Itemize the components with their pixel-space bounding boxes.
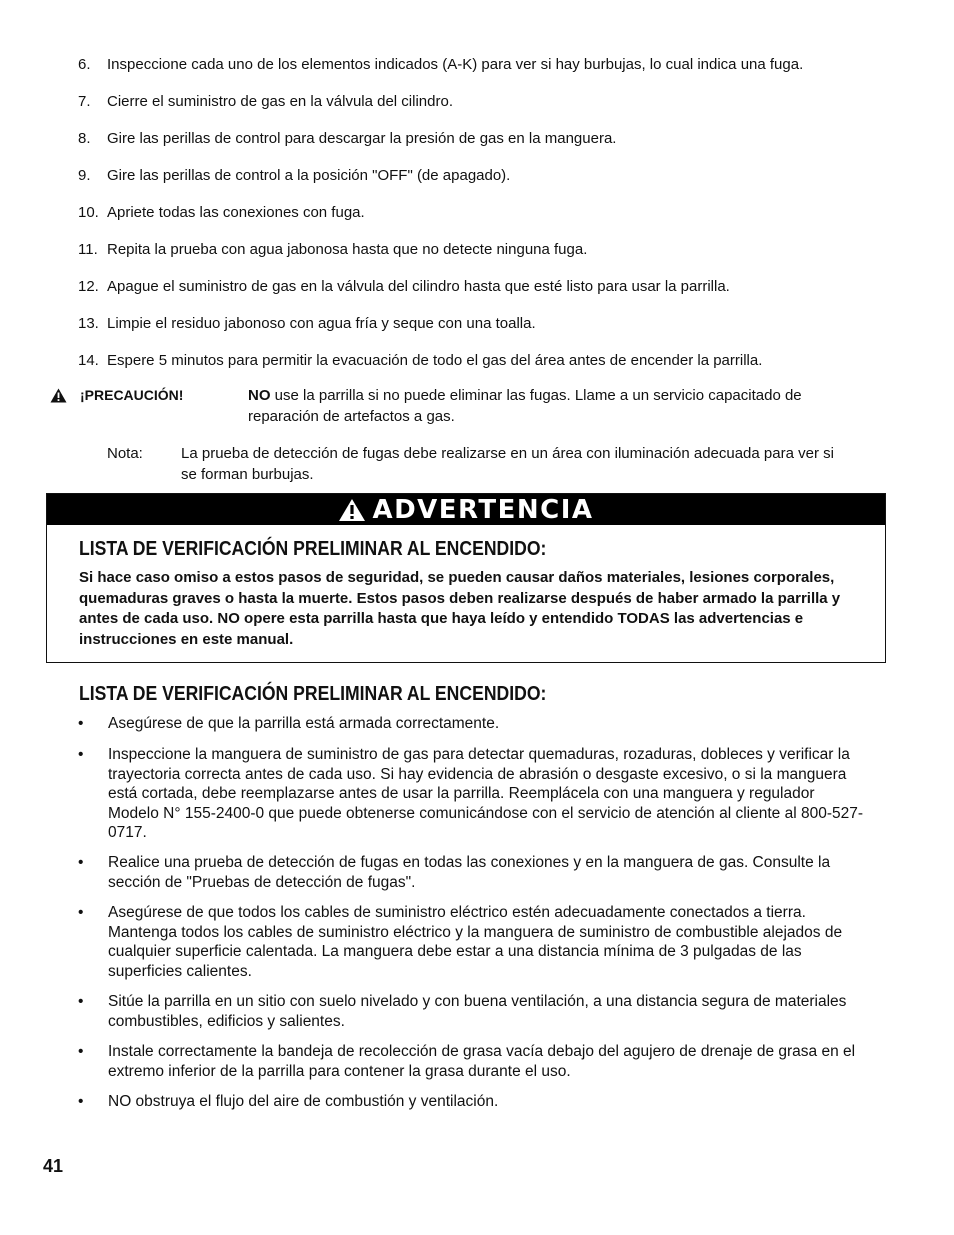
warning-body: Si hace caso omiso a estos pasos de seguridad, se pueden causar daños materiales, lesiones corporales, quemaduras graves o hasta la muerte. Estos pasos deben realizarse después de haber armado la parrilla y antes de cada uso. NO opere esta parrilla hasta que haya leído y entendido TODAS las advertencias e instrucciones en este manual. xyxy=(79,569,841,648)
step-item xyxy=(78,351,878,370)
checklist-item-text: NO obstruya el flujo del aire de combustión y ventilación. xyxy=(108,1093,499,1110)
checklist-item-text: Asegúrese de que todos los cables de suministro eléctrico estén adecuadamente conectados a tierra. Mantenga todos los cables de suministro eléctrico y la manguera de suministro de combustible alejados de cualquier superficie calentada. La manguera debe estar a una distancia mínima de 3 pulgadas de las superficies calientes. xyxy=(108,904,843,980)
step-item xyxy=(78,166,878,185)
bullet-icon: • xyxy=(78,904,84,921)
note-label: Nota: xyxy=(107,445,143,462)
step-item xyxy=(78,277,878,296)
bullet-icon: • xyxy=(78,1043,84,1060)
checklist-item-text: Instale correctamente la bandeja de recolección de grasa vacía debajo del agujero de drenaje de grasa en el extremo inferior de la parrilla para contener la grasa durante el uso. xyxy=(108,1043,856,1080)
checklist-item-text: Sitúe la parrilla en un sitio con suelo nivelado y con buena ventilación, a una distancia segura de materiales combustibles, edificios y salientes. xyxy=(108,993,847,1030)
step-item xyxy=(78,55,878,74)
step-text: Limpie el residuo jabonoso con agua fría y seque con una toalla. xyxy=(107,315,536,332)
step-number: 12. xyxy=(78,278,99,295)
step-number: 9. xyxy=(78,167,91,184)
warning-triangle-icon xyxy=(50,388,67,403)
checklist-item-text: Asegúrese de que la parrilla está armada correctamente. xyxy=(108,715,500,732)
checklist-heading: LISTA DE VERIFICACIÓN PRELIMINAR AL ENCENDIDO: xyxy=(79,683,547,705)
step-text: Espere 5 minutos para permitir la evacuación de todo el gas del área antes de encender la parrilla. xyxy=(107,352,763,369)
warning-heading: LISTA DE VERIFICACIÓN PRELIMINAR AL ENCENDIDO: xyxy=(79,538,547,560)
note-text: La prueba de detección de fugas debe realizarse en un área con iluminación adecuada para ver si se forman burbujas. xyxy=(181,445,834,483)
bullet-icon: • xyxy=(78,993,84,1010)
step-item xyxy=(78,92,878,111)
warning-title: ADVERTENCIA xyxy=(372,494,594,525)
bullet-icon: • xyxy=(78,1093,84,1110)
step-item xyxy=(78,203,878,222)
step-text: Gire las perillas de control a la posición "OFF" (de apagado). xyxy=(107,167,511,184)
warning-banner xyxy=(47,494,885,525)
step-number: 8. xyxy=(78,130,91,147)
caution-strong: NO xyxy=(248,387,271,404)
caution-body: use la parrilla si no puede eliminar las fugas. Llame a un servicio capacitado de reparación de artefactos a gas. xyxy=(248,387,802,425)
step-item xyxy=(78,314,878,333)
warning-triangle-icon xyxy=(338,498,366,522)
step-text: Apague el suministro de gas en la válvula del cilindro hasta que esté listo para usar la parrilla. xyxy=(107,278,730,295)
step-number: 6. xyxy=(78,56,91,73)
bullet-icon: • xyxy=(78,715,84,732)
caution-text xyxy=(248,385,868,427)
step-text: Repita la prueba con agua jabonosa hasta que no detecte ninguna fuga. xyxy=(107,241,588,258)
step-item xyxy=(78,129,878,148)
checklist-item-text: Inspeccione la manguera de suministro de gas para detectar quemaduras, rozaduras, dobleces y verificar la trayectoria correcta antes de cada uso. Si hay evidencia de abrasión o desgaste excesivo, o si la manguera está cortada, debe reemplazarse antes de usar la parrilla. Reemplácela con una manguera y regulador Modelo N° 155-2400-0 que puede obtenerse comunicándose con el servicio de atención al cliente al 800-527-0717. xyxy=(108,746,863,842)
step-number: 10. xyxy=(78,204,99,221)
warning-box xyxy=(46,493,886,663)
page-number: 41 xyxy=(43,1156,64,1176)
bullet-icon: • xyxy=(78,746,84,763)
step-number: 7. xyxy=(78,93,91,110)
step-text: Inspeccione cada uno de los elementos indicados (A-K) para ver si hay burbujas, lo cual indica una fuga. xyxy=(107,56,804,73)
bullet-icon: • xyxy=(78,854,84,871)
checklist-item-text: Realice una prueba de detección de fugas en todas las conexiones y en la manguera de gas. Consulte la sección de "Pruebas de detección de fugas". xyxy=(108,854,831,891)
step-text: Cierre el suministro de gas en la válvula del cilindro. xyxy=(107,93,453,110)
step-number: 13. xyxy=(78,315,99,332)
step-number: 11. xyxy=(78,241,98,258)
step-text: Apriete todas las conexiones con fuga. xyxy=(107,204,365,221)
step-text: Gire las perillas de control para descargar la presión de gas en la manguera. xyxy=(107,130,617,147)
caution-label: ¡PRECAUCIÓN! xyxy=(80,387,184,403)
step-item xyxy=(78,240,878,259)
step-number: 14. xyxy=(78,352,99,369)
